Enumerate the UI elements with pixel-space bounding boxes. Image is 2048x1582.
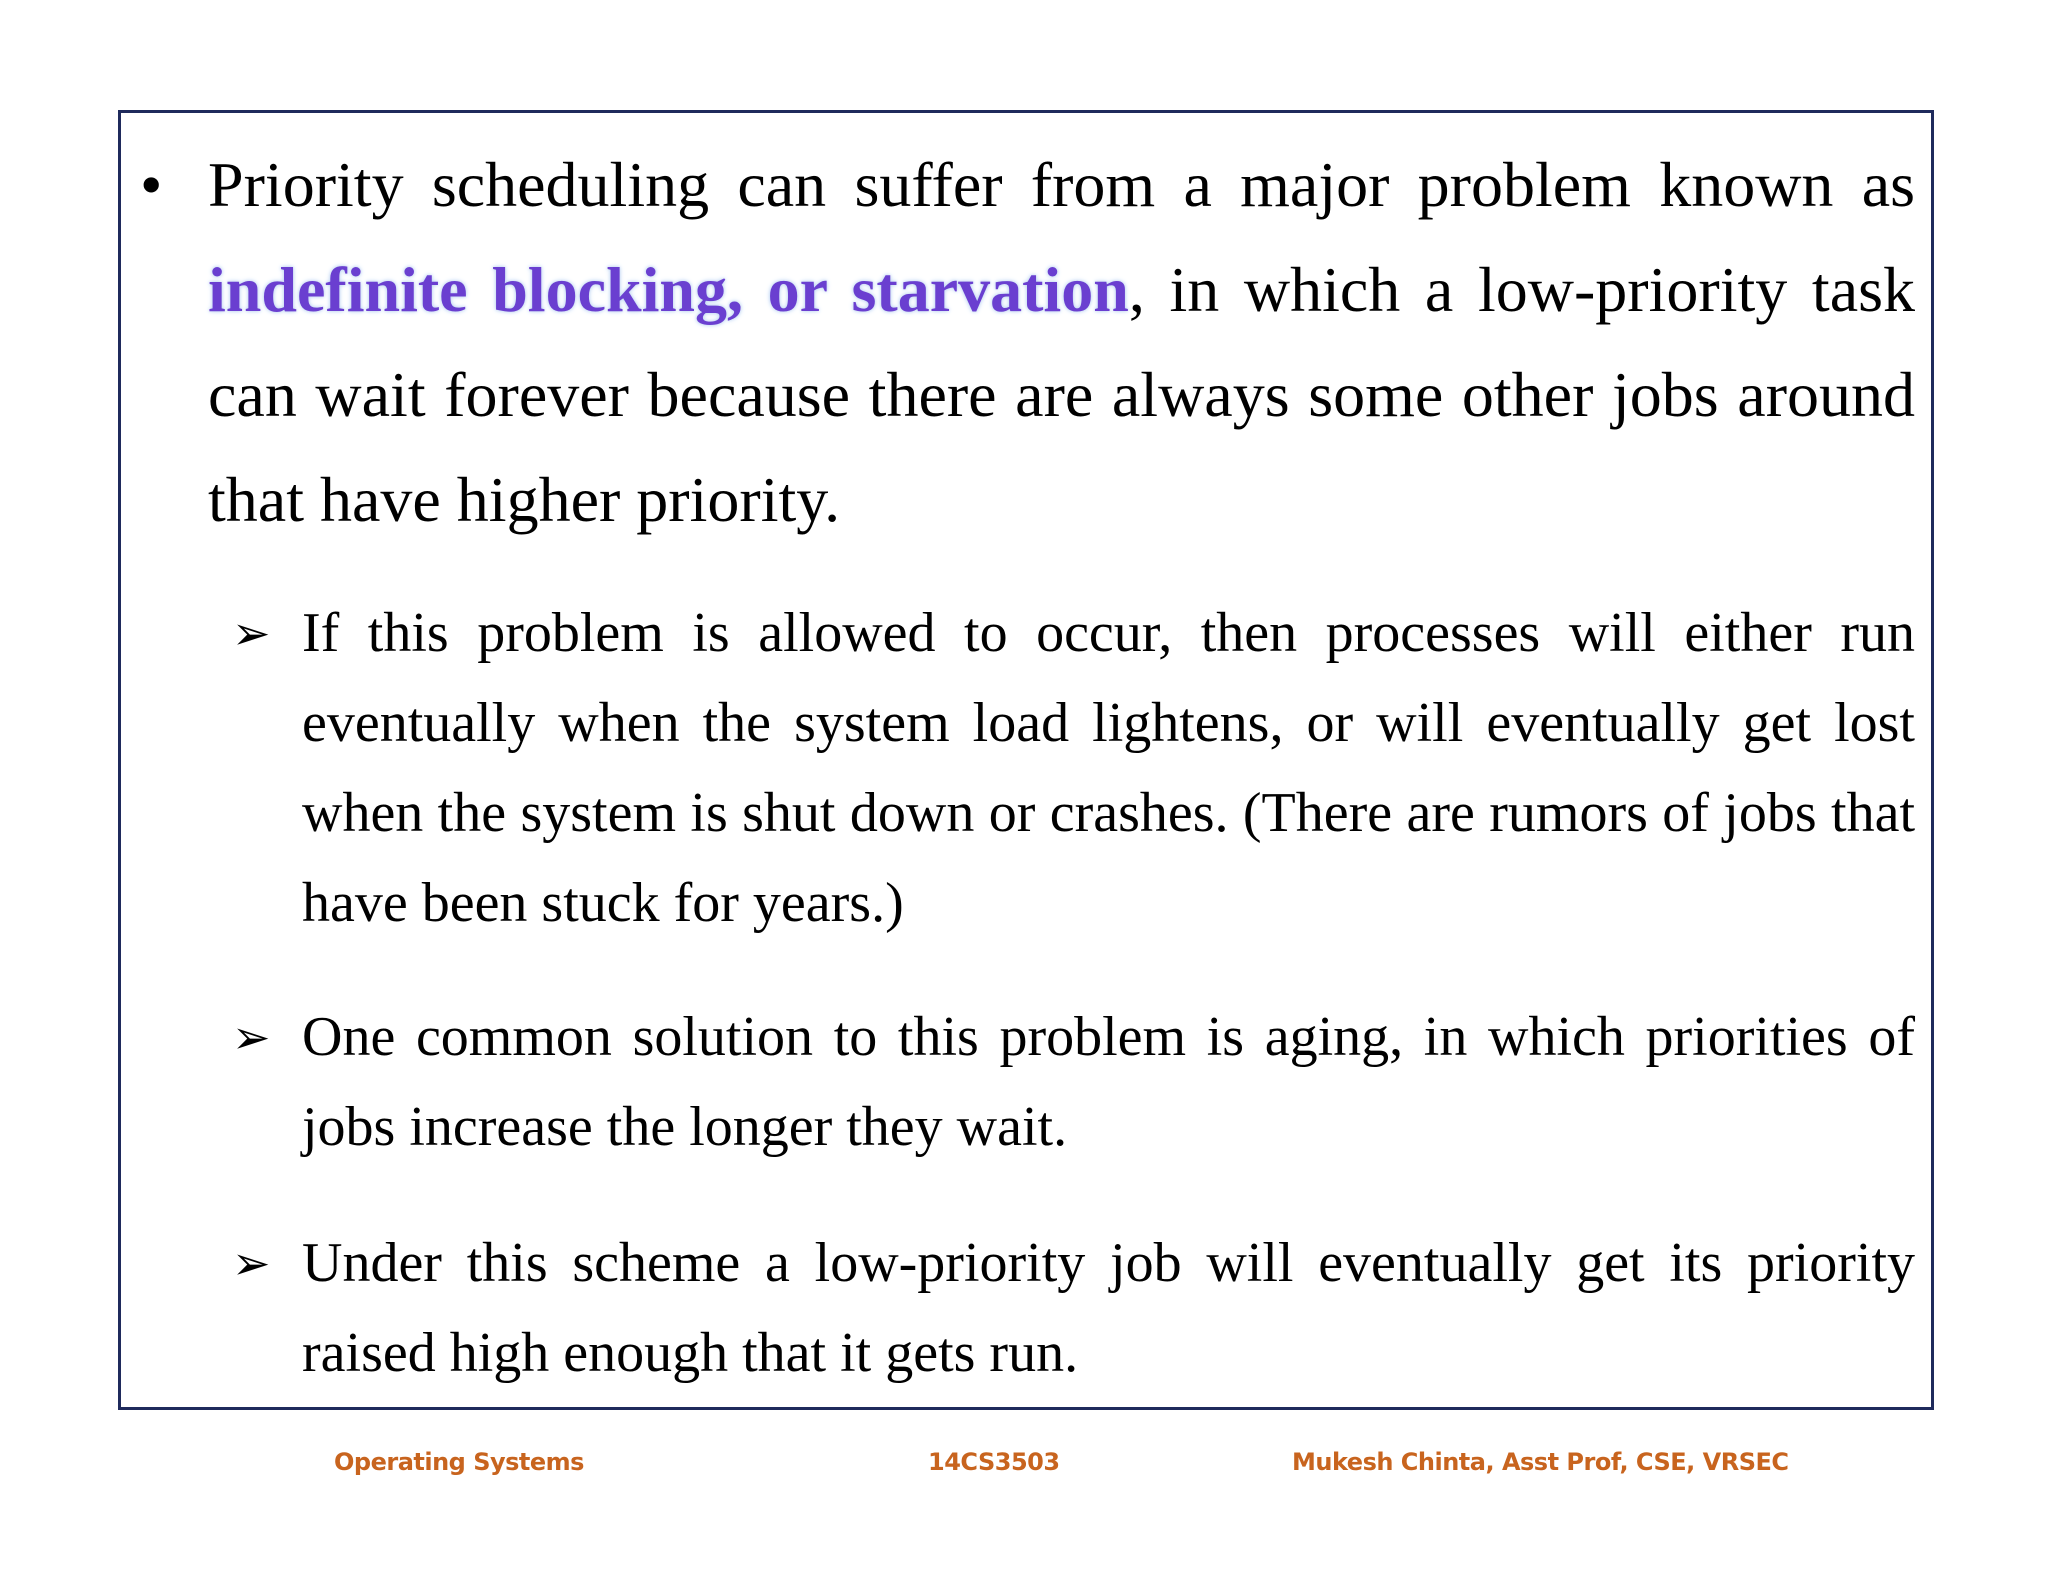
starvation-highlight: indefinite blocking, or starvation xyxy=(208,254,1129,325)
main-text-after: , in which a low-priority task can wait forever because there are always some other jobs around that have higher priority. xyxy=(208,254,1916,535)
sub-bullet-1 xyxy=(232,588,1915,948)
footer-course-code: 14CS3503 xyxy=(928,1448,1060,1476)
arrow-bullet-icon: ➢ xyxy=(232,1236,271,1290)
sub-bullet-2 xyxy=(232,992,1915,1172)
main-bullet xyxy=(140,132,1915,552)
footer-course: Operating Systems xyxy=(334,1448,584,1476)
main-text-before: Priority scheduling can suffer from a major problem known as xyxy=(208,149,1915,220)
main-bullet-text xyxy=(208,132,1915,552)
sub-bullet-text: Under this scheme a low-priority job will eventually get its priority raised high enough that it gets run. xyxy=(302,1232,1915,1384)
sub-bullet-text: If this problem is allowed to occur, then processes will either run eventually when the system load lightens, or will eventually get lost when the system is shut down or crashes. (There are rumors of jobs that have been stuck for years.) xyxy=(302,602,1915,934)
sub-bullet-text: One common solution to this problem is aging, in which priorities of jobs increase the longer they wait. xyxy=(302,1006,1915,1158)
sub-bullet-3 xyxy=(232,1218,1915,1398)
arrow-bullet-icon: ➢ xyxy=(232,1010,271,1064)
bullet-dot-icon: • xyxy=(140,149,163,220)
arrow-bullet-icon: ➢ xyxy=(232,606,271,660)
footer-author: Mukesh Chinta, Asst Prof, CSE, VRSEC xyxy=(1292,1448,1789,1476)
